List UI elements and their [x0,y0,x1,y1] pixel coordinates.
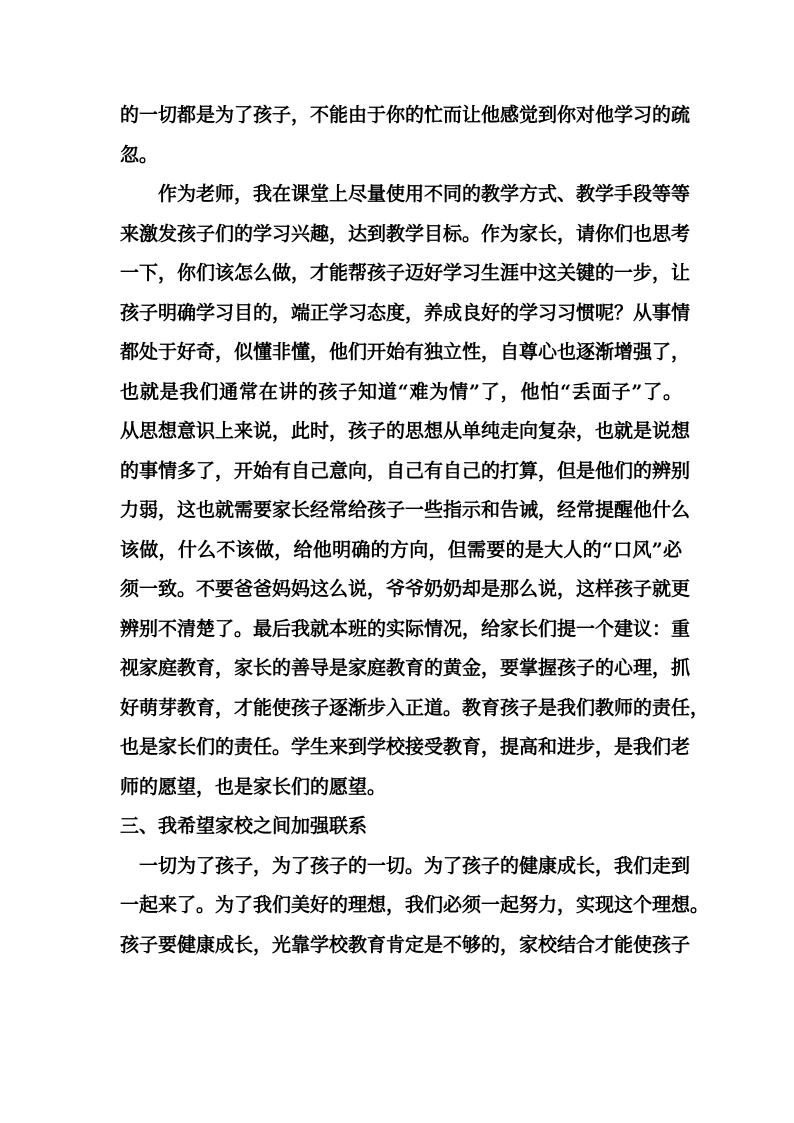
body-line: 也是家长们的责任。学生来到学校接受教育，提高和进步，是我们老 [120,736,691,758]
body-line: 视家庭教育，家长的善导是家庭教育的黄金，要掌握孩子的心理，抓 [120,657,691,679]
body-line: 来激发孩子们的学习兴趣，达到教学目标。作为家长，请你们也思考 [120,222,691,245]
body-line: 一下，你们该怎么做，才能帮孩子迈好学习生涯中这关键的一步，让 [120,262,691,284]
body-line: 的一切都是为了孩子，不能由于你的忙而让他感觉到你对他学习的疏 [120,104,691,126]
body-line: 孩子要健康成长，光靠学校教育肯定是不够的，家校结合才能使孩子 [120,933,691,956]
body-line: 力弱，这也就需要家长经常给孩子一些指示和告诫，经常提醒他什么 [120,499,691,521]
body-line: 忽。 [120,143,159,166]
body-line: 好萌芽教育，才能使孩子逐渐步入正道。教育孩子是我们教师的责任， [120,696,710,719]
body-line: 也就是我们通常在讲的孩子知道“难为情”了，他怕“丢面子”了。 [120,380,682,403]
document-body [120,96,710,965]
body-line: 都处于好奇，似懂非懂，他们开始有独立性，自尊心也逐渐增强了， [120,341,691,363]
body-line: 的事情多了，开始有自己意向，自己有自己的打算，但是他们的辨别 [120,459,691,482]
body-line: 须一致。不要爸爸妈妈这么说，爷爷奶奶却是那么说，这样孩子就更 [120,578,691,600]
paragraph-start-line: 一切为了孩子，为了孩子的一切。为了孩子的健康成长，我们走到 [139,854,691,877]
body-line: 该做，什么不该做，给他明确的方向，但需要的是大人的“口风”必 [120,538,682,561]
body-line: 孩子明确学习目的，端正学习态度，养成良好的学习习惯呢？从事情 [120,301,691,324]
body-line: 辨别不清楚了。最后我就本班的实际情况，给家长们提一个建议：重 [120,617,691,640]
section-heading: 三、我希望家校之间加强联系 [120,815,368,837]
body-line: 从思想意识上来说，此时，孩子的思想从单纯走向复杂，也就是说想 [120,420,691,442]
paragraph-start-line: 作为老师，我在课堂上尽量使用不同的教学方式、教学手段等等 [158,183,691,205]
body-line: 一起来了。为了我们美好的理想，我们必须一起努力，实现这个理想。 [120,894,710,916]
body-line: 师的愿望，也是家长们的愿望。 [120,775,387,798]
